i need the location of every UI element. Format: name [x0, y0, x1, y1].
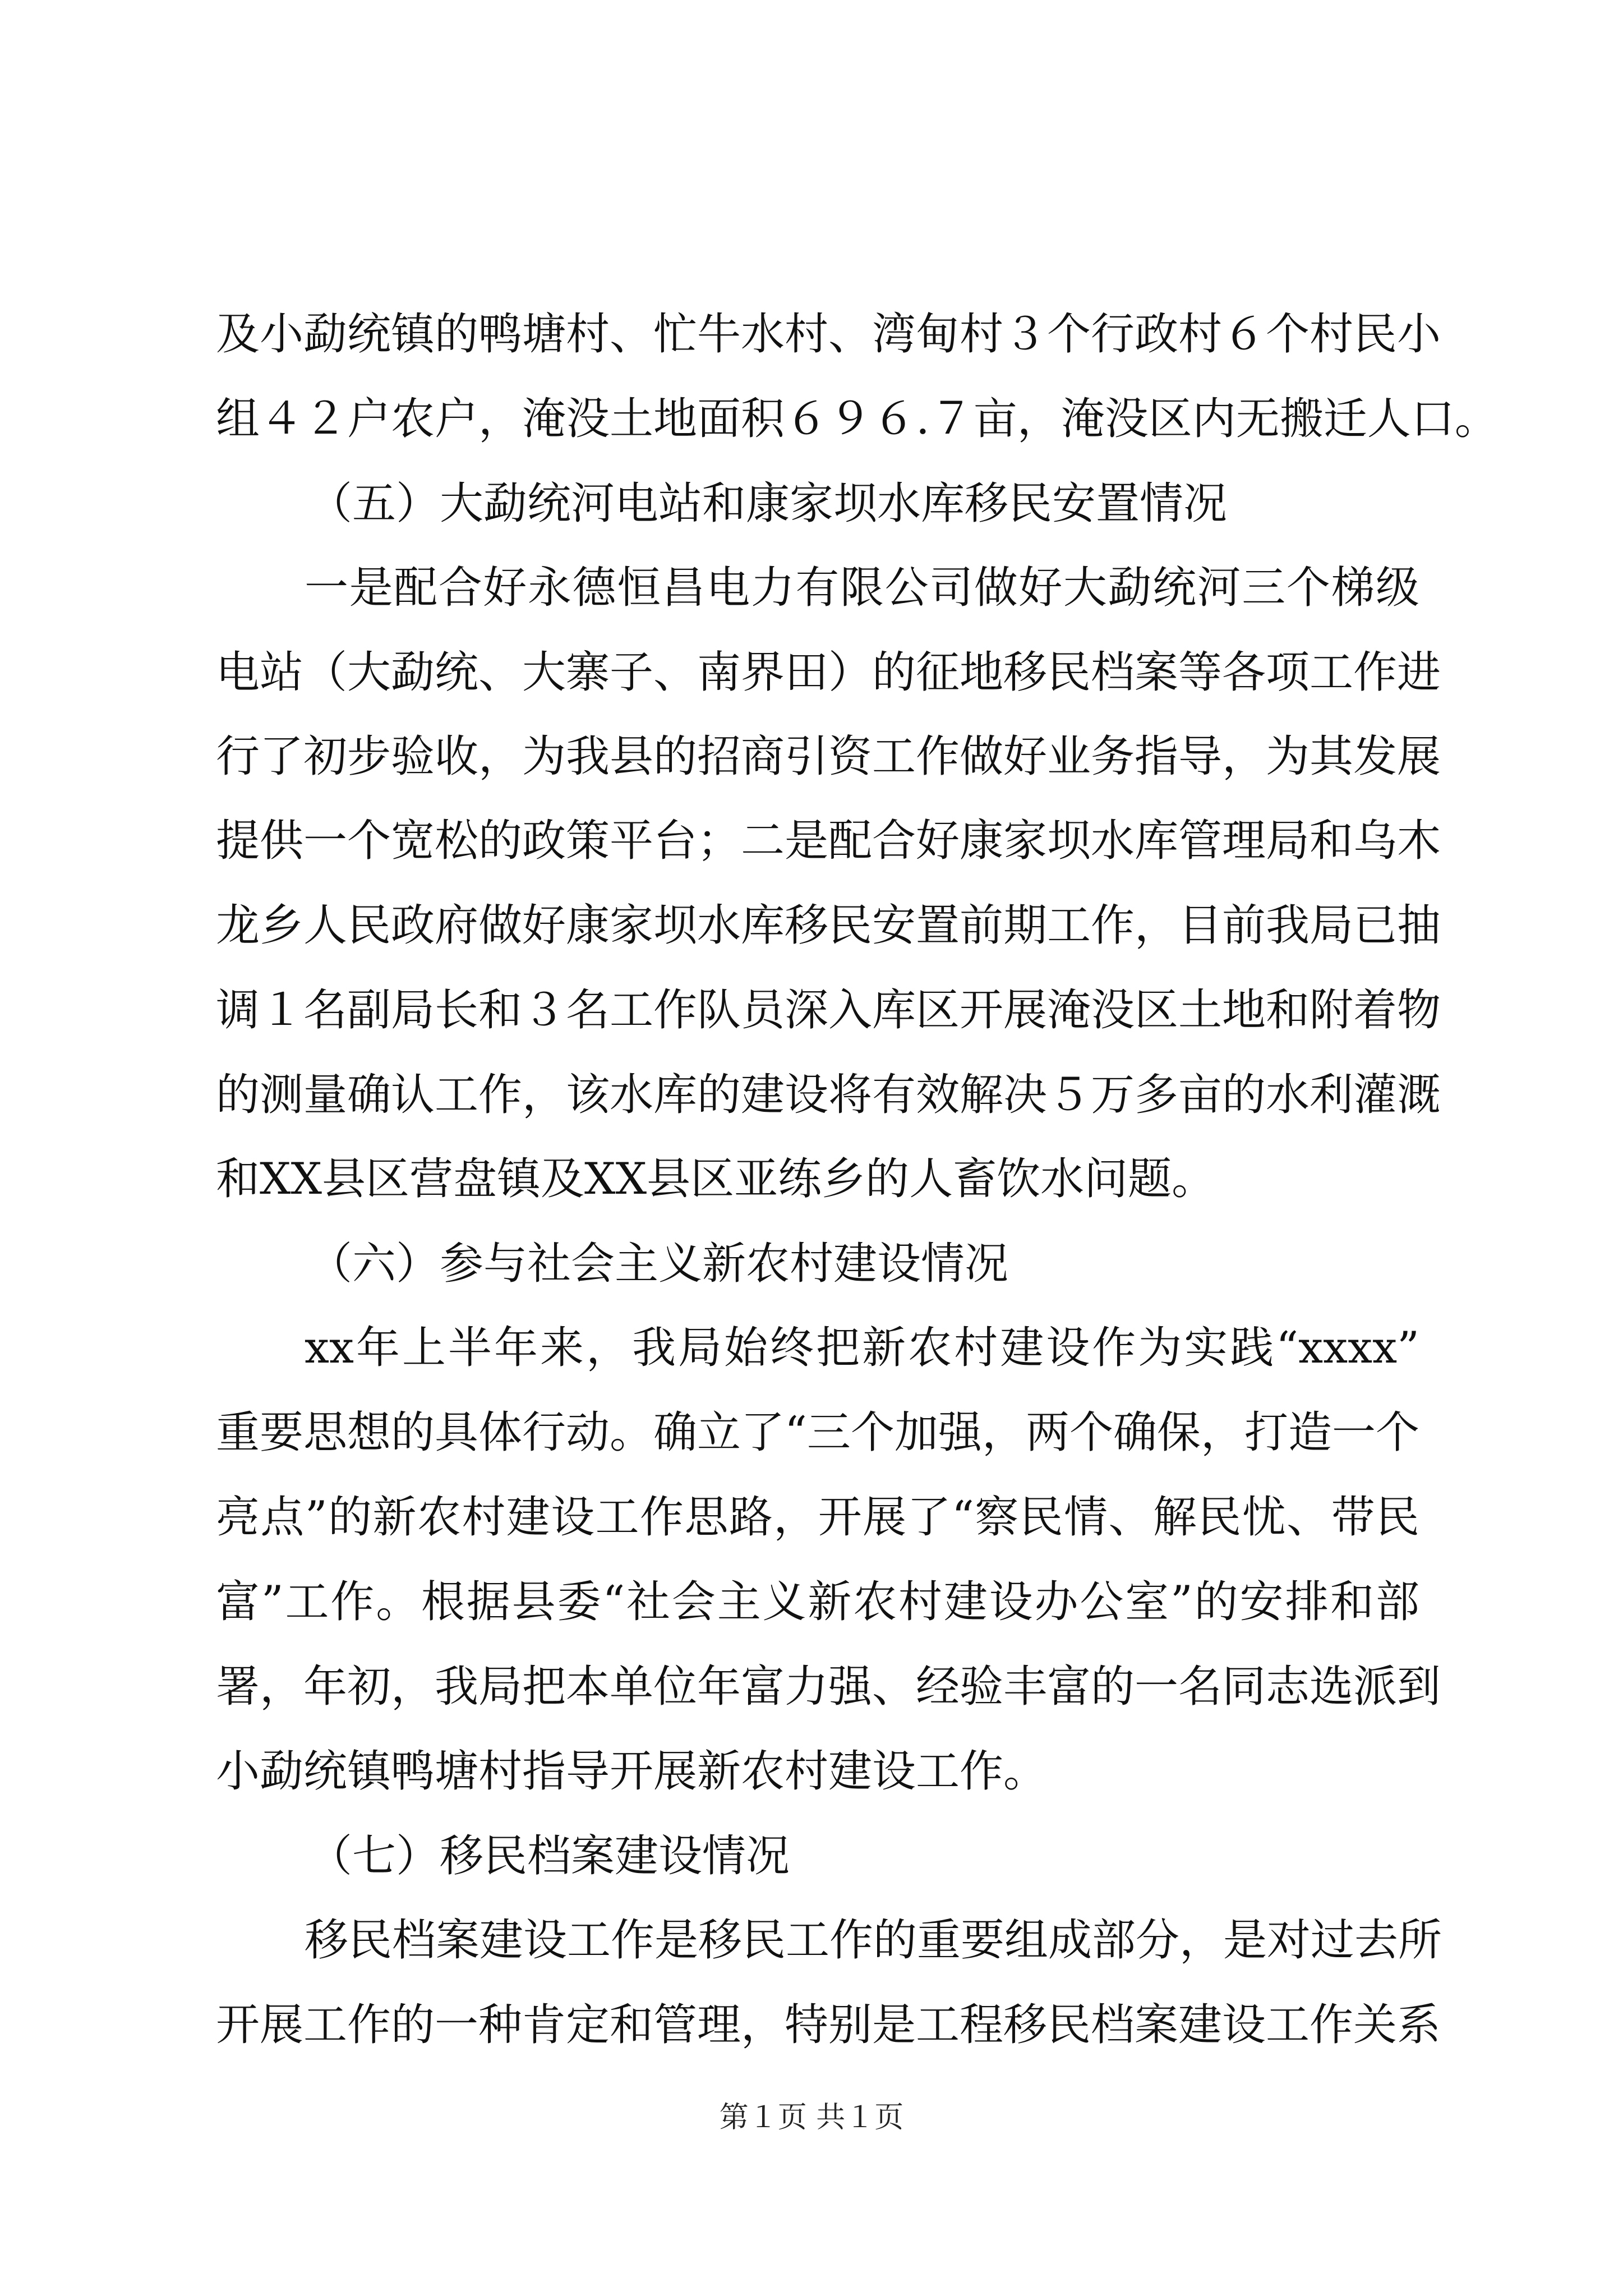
paragraph-line: 开展工作的一种肯定和管理，特别是工程移民档案建设工作关系 — [216, 2000, 1441, 2050]
paragraph-line: 的测量确认工作，该水库的建设将有效解决５万多亩的水利灌溉 — [216, 1070, 1441, 1120]
paragraph-line: 富”工作。根据县委“社会主义新农村建设办公室”的安排和部 — [216, 1577, 1419, 1627]
paragraph-line: xx年上半年来，我局始终把新农村建设作为实践“xxxx” — [305, 1323, 1419, 1373]
paragraph-line: 和XX县区营盘镇及XX县区亚练乡的人畜饮水问题。 — [216, 1154, 1216, 1204]
section-heading: （五）大勐统河电站和康家坝水库移民安置情况 — [308, 478, 1228, 529]
paragraph-line: 组４２户农户，淹没土地面积６９６.７亩，淹没区内无搬迁人口。 — [216, 394, 1498, 444]
section-heading: （七）移民档案建设情况 — [308, 1831, 790, 1881]
paragraph-line: 提供一个宽松的政策平台；二是配合好康家坝水库管理局和乌木 — [216, 816, 1441, 866]
paragraph-line: 重要思想的具体行动。确立了“三个加强，两个确保，打造一个 — [216, 1407, 1419, 1458]
paragraph-line: 一是配合好永德恒昌电力有限公司做好大勐统河三个梯级 — [305, 563, 1419, 613]
section-heading: （六）参与社会主义新农村建设情况 — [308, 1239, 1009, 1289]
paragraph-line: 调１名副局长和３名工作队员深入库区开展淹没区土地和附着物 — [216, 985, 1441, 1036]
paragraph-line: 小勐统镇鸭塘村指导开展新农村建设工作。 — [216, 1746, 1048, 1797]
paragraph-line: 亮点”的新农村建设工作思路，开展了“察民情、解民忧、带民 — [216, 1492, 1419, 1543]
paragraph-line: 行了初步验收，为我县的招商引资工作做好业务指导，为其发展 — [216, 731, 1441, 782]
paragraph-line: 电站（大勐统、大寨子、南界田）的征地移民档案等各项工作进 — [216, 647, 1441, 698]
paragraph-line: 署，年初，我局把本单位年富力强、经验丰富的一名同志选派到 — [216, 1662, 1441, 1712]
paragraph-line: 龙乡人民政府做好康家坝水库移民安置前期工作，目前我局已抽 — [216, 900, 1441, 951]
paragraph-line: 及小勐统镇的鸭塘村、忙牛水村、湾甸村３个行政村６个村民小 — [216, 309, 1441, 360]
page-footer: 第１页 共１页 — [719, 2101, 904, 2134]
paragraph-line: 移民档案建设工作是移民工作的重要组成部分，是对过去所 — [305, 1915, 1442, 1966]
